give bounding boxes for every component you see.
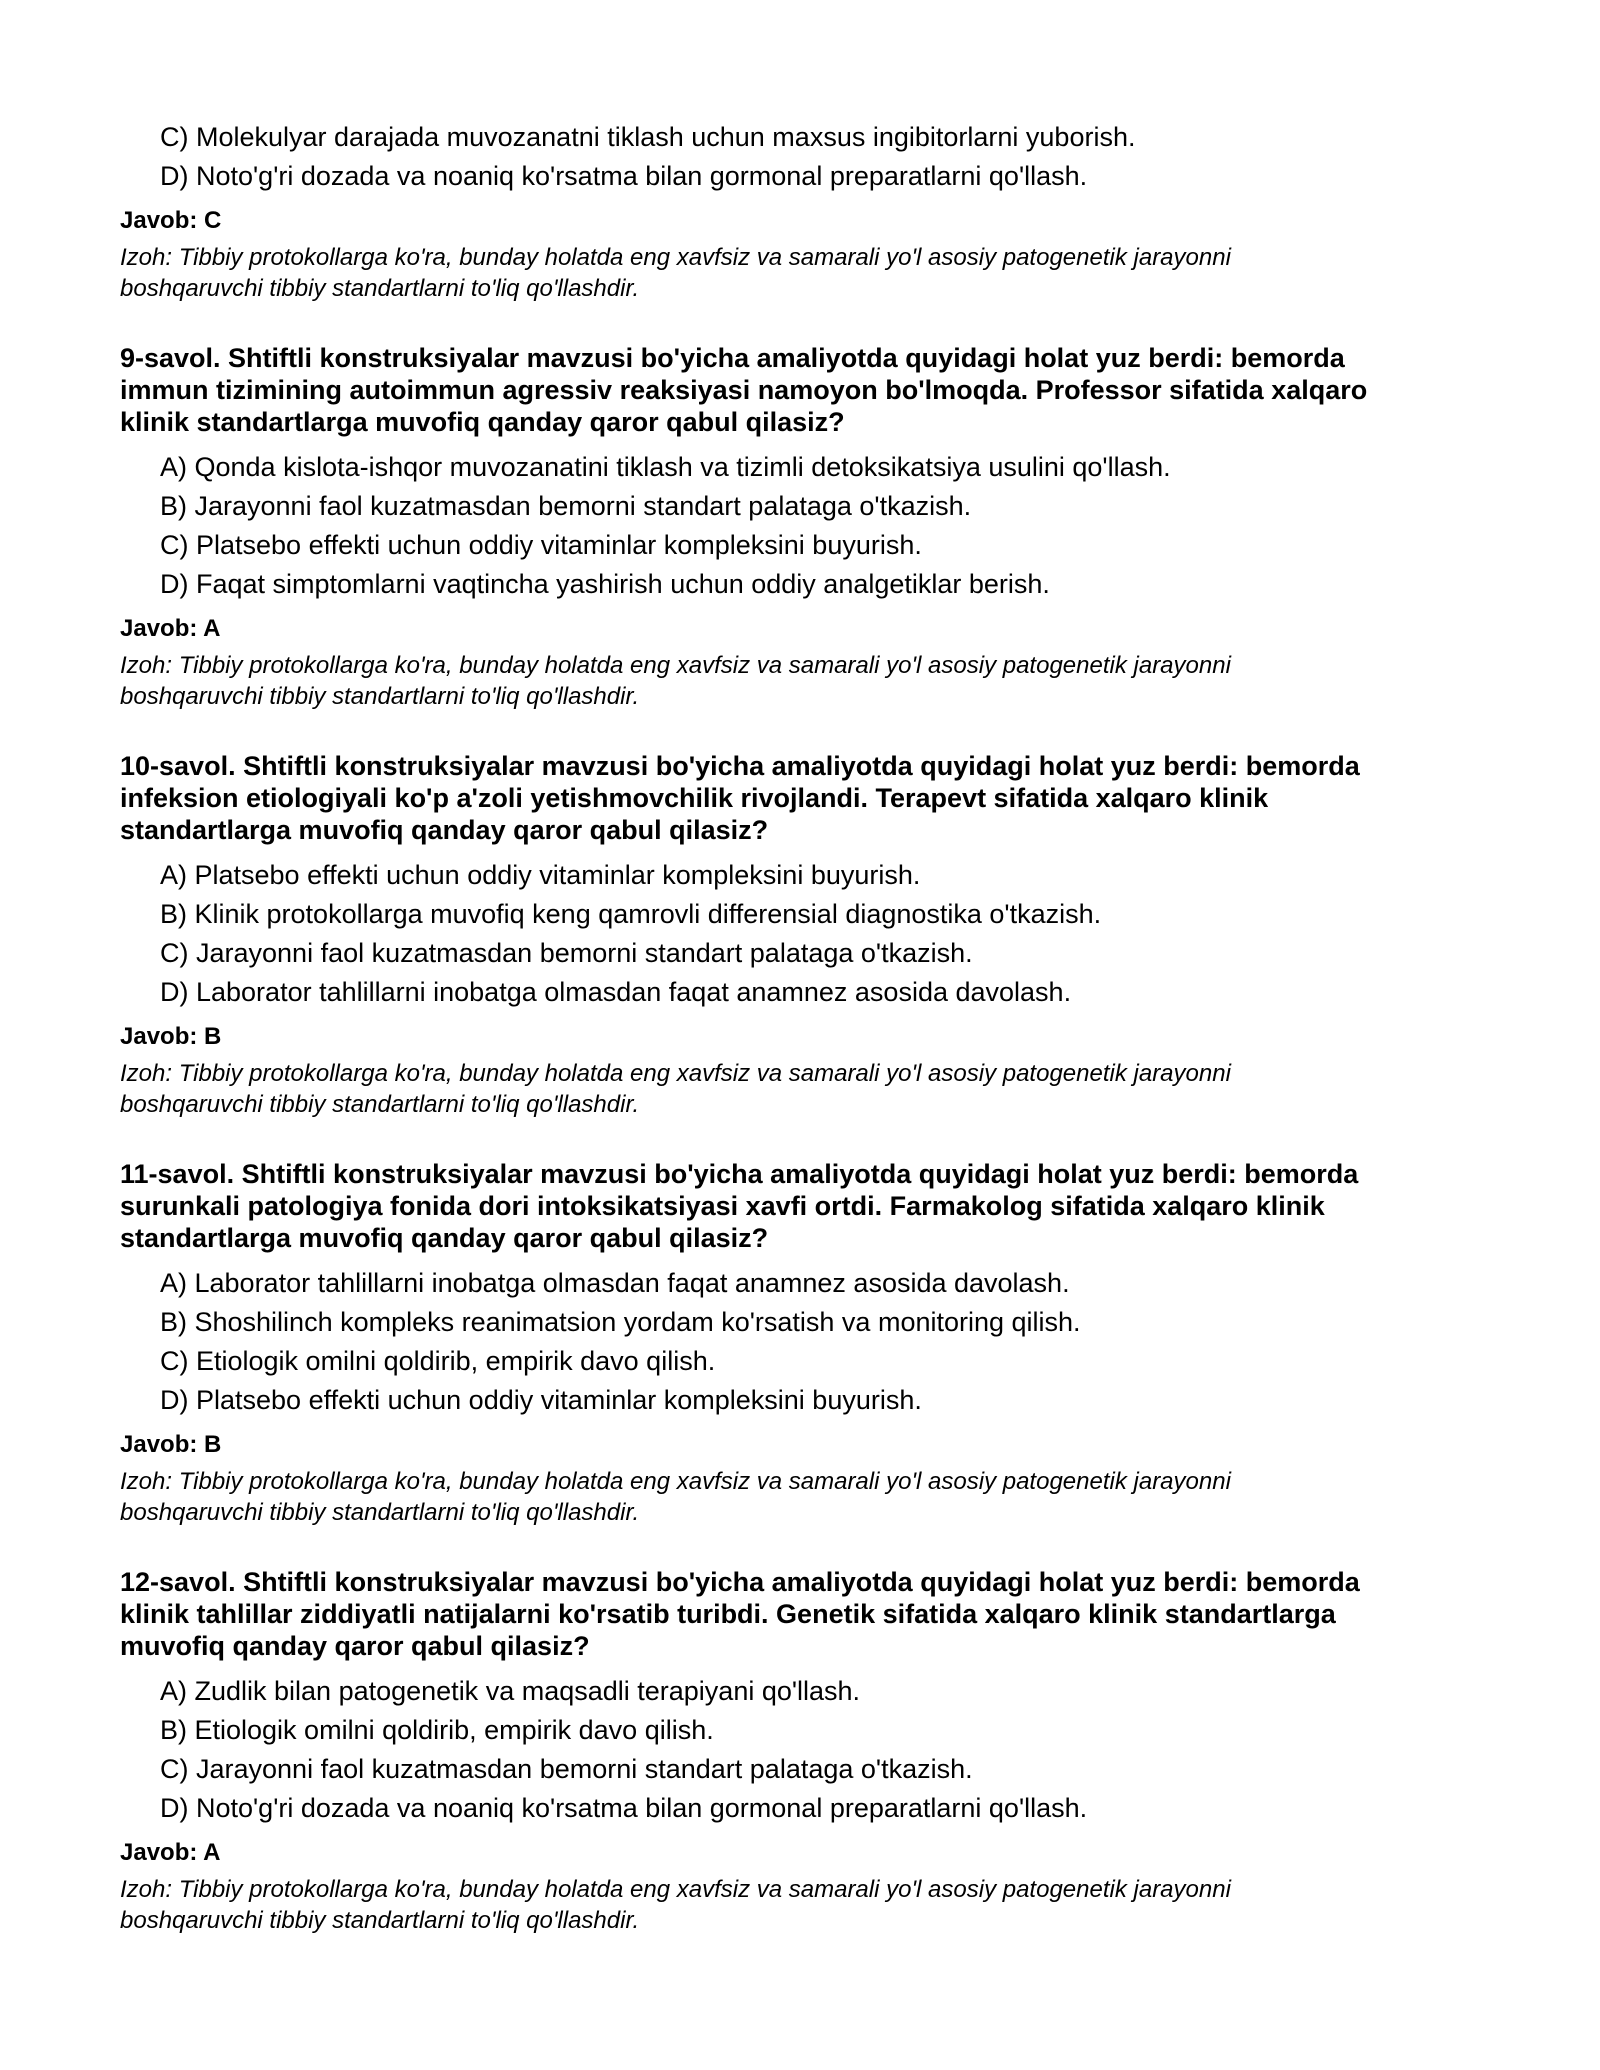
question-9 xyxy=(120,342,1480,712)
question-text xyxy=(120,1566,1480,1662)
option-a: A) Platsebo effekti uchun oddiy vitaminlar kompleksini buyurish. xyxy=(160,860,921,890)
option-c: C) Jarayonni faol kuzatmasdan bemorni standart palataga o'tkazish. xyxy=(160,938,973,968)
question-10 xyxy=(120,750,1480,1120)
option-d: D) Laborator tahlillarni inobatga olmasdan faqat anamnez asosida davolash. xyxy=(160,977,1072,1007)
explanation-note xyxy=(120,650,1480,712)
explanation-line: Izoh: Tibbiy protokollarga ko'ra, bunday holatda eng xavfsiz va samarali yo'l asosiy patogenetik jarayonni xyxy=(120,1060,1231,1087)
explanation-note xyxy=(120,1874,1480,1936)
option-b: B) Klinik protokollarga muvofiq keng qamrovli differensial diagnostika o'tkazish. xyxy=(160,899,1102,929)
option-a: A) Qonda kislota-ishqor muvozanatini tiklash va tizimli detoksikatsiya usulini qo'llash. xyxy=(160,452,1171,482)
question-line: 12-savol. Shtiftli konstruksiyalar mavzusi bo'yicha amaliyotda quyidagi holat yuz berdi: bemorda xyxy=(120,1567,1360,1597)
explanation-note xyxy=(120,242,1480,304)
document-page xyxy=(120,118,1480,1936)
option-list xyxy=(120,856,1480,1012)
answer-label: Javob: A xyxy=(120,1839,221,1866)
option-list xyxy=(120,1672,1480,1828)
option-c: C) Molekulyar darajada muvozanatni tiklash uchun maxsus ingibitorlarni yuborish. xyxy=(160,122,1136,152)
option-d: D) Noto'g'ri dozada va noaniq ko'rsatma bilan gormonal preparatlarni qo'llash. xyxy=(160,161,1088,191)
question-8-continuation xyxy=(120,118,1480,304)
option-list xyxy=(120,118,1480,196)
question-line: klinik standartlarga muvofiq qanday qaror qabul qilasiz? xyxy=(120,407,845,437)
option-b: B) Jarayonni faol kuzatmasdan bemorni standart palataga o'tkazish. xyxy=(160,491,972,521)
explanation-line: boshqaruvchi tibbiy standartlarni to'liq qo'llashdir. xyxy=(120,275,640,302)
explanation-line: boshqaruvchi tibbiy standartlarni to'liq qo'llashdir. xyxy=(120,683,640,710)
question-text xyxy=(120,342,1480,438)
option-a: A) Zudlik bilan patogenetik va maqsadli terapiyani qo'llash. xyxy=(160,1676,861,1706)
option-list xyxy=(120,1264,1480,1420)
question-line: surunkali patologiya fonida dori intoksikatsiyasi xavfi ortdi. Farmakolog sifatida xalqaro klinik xyxy=(120,1191,1325,1221)
question-text xyxy=(120,1158,1480,1254)
question-line: standartlarga muvofiq qanday qaror qabul qilasiz? xyxy=(120,1223,769,1253)
explanation-line: Izoh: Tibbiy protokollarga ko'ra, bunday holatda eng xavfsiz va samarali yo'l asosiy patogenetik jarayonni xyxy=(120,1468,1231,1495)
option-b: B) Etiologik omilni qoldirib, empirik davo qilish. xyxy=(160,1715,714,1745)
explanation-line: Izoh: Tibbiy protokollarga ko'ra, bunday holatda eng xavfsiz va samarali yo'l asosiy patogenetik jarayonni xyxy=(120,1876,1231,1903)
question-12 xyxy=(120,1566,1480,1936)
explanation-line: Izoh: Tibbiy protokollarga ko'ra, bunday holatda eng xavfsiz va samarali yo'l asosiy patogenetik jarayonni xyxy=(120,652,1231,679)
option-c: C) Etiologik omilni qoldirib, empirik davo qilish. xyxy=(160,1346,716,1376)
question-line: infeksion etiologiyali ko'p a'zoli yetishmovchilik rivojlandi. Terapevt sifatida xalqaro klinik xyxy=(120,783,1269,813)
option-d: D) Faqat simptomlarni vaqtincha yashirish uchun oddiy analgetiklar berish. xyxy=(160,569,1050,599)
option-c: C) Platsebo effekti uchun oddiy vitaminlar kompleksini buyurish. xyxy=(160,530,922,560)
answer-label: Javob: C xyxy=(120,207,222,234)
question-line: 10-savol. Shtiftli konstruksiyalar mavzusi bo'yicha amaliyotda quyidagi holat yuz berdi: bemorda xyxy=(120,751,1360,781)
question-line: immun tizimining autoimmun agressiv reaksiyasi namoyon bo'lmoqda. Professor sifatida xalqaro xyxy=(120,375,1368,405)
question-11 xyxy=(120,1158,1480,1528)
explanation-line: boshqaruvchi tibbiy standartlarni to'liq qo'llashdir. xyxy=(120,1499,640,1526)
question-line: muvofiq qanday qaror qabul qilasiz? xyxy=(120,1631,590,1661)
question-line: 9-savol. Shtiftli konstruksiyalar mavzusi bo'yicha amaliyotda quyidagi holat yuz berdi: bemorda xyxy=(120,343,1345,373)
answer-label: Javob: A xyxy=(120,615,221,642)
option-list xyxy=(120,448,1480,604)
answer-label: Javob: B xyxy=(120,1431,222,1458)
explanation-note xyxy=(120,1466,1480,1528)
option-c: C) Jarayonni faol kuzatmasdan bemorni standart palataga o'tkazish. xyxy=(160,1754,973,1784)
question-line: standartlarga muvofiq qanday qaror qabul qilasiz? xyxy=(120,815,769,845)
answer-label: Javob: B xyxy=(120,1023,222,1050)
explanation-line: boshqaruvchi tibbiy standartlarni to'liq qo'llashdir. xyxy=(120,1091,640,1118)
option-b: B) Shoshilinch kompleks reanimatsion yordam ko'rsatish va monitoring qilish. xyxy=(160,1307,1081,1337)
question-line: klinik tahlillar ziddiyatli natijalarni ko'rsatib turibdi. Genetik sifatida xalqaro klinik standartlarga xyxy=(120,1599,1336,1629)
question-line: 11-savol. Shtiftli konstruksiyalar mavzusi bo'yicha amaliyotda quyidagi holat yuz berdi: bemorda xyxy=(120,1159,1359,1189)
option-d: D) Noto'g'ri dozada va noaniq ko'rsatma bilan gormonal preparatlarni qo'llash. xyxy=(160,1793,1088,1823)
explanation-line: Izoh: Tibbiy protokollarga ko'ra, bunday holatda eng xavfsiz va samarali yo'l asosiy patogenetik jarayonni xyxy=(120,244,1231,271)
explanation-line: boshqaruvchi tibbiy standartlarni to'liq qo'llashdir. xyxy=(120,1907,640,1934)
explanation-note xyxy=(120,1058,1480,1120)
option-a: A) Laborator tahlillarni inobatga olmasdan faqat anamnez asosida davolash. xyxy=(160,1268,1070,1298)
option-d: D) Platsebo effekti uchun oddiy vitaminlar kompleksini buyurish. xyxy=(160,1385,922,1415)
question-text xyxy=(120,750,1480,846)
